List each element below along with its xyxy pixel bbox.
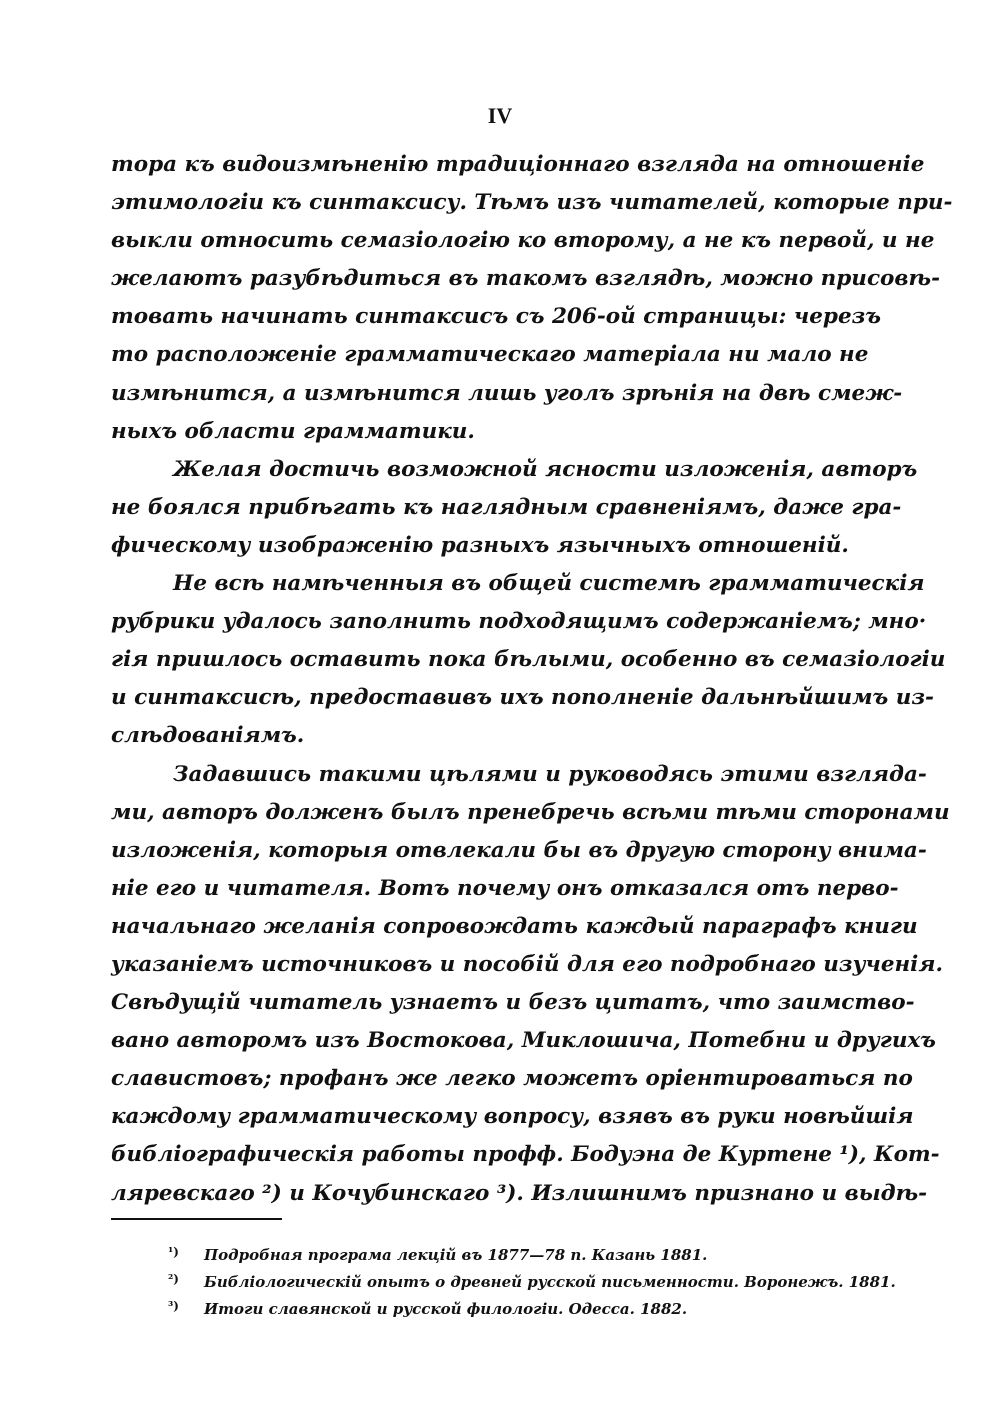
text-line: ныхъ области грамматики. <box>111 418 475 444</box>
footnote-divider <box>111 1218 282 1220</box>
text-line: начальнаго желанія сопровождать каждый параграфъ книги <box>111 913 918 939</box>
text-line: измѣнится, а измѣнится лишь уголъ зрѣнія на двѣ смеж- <box>111 380 903 406</box>
footnote-text: Итоги славянской и русской филологіи. Одесса. 1882. <box>204 1300 688 1318</box>
text-line: гія пришлось оставить пока бѣлыми, особенно въ семазіологіи <box>111 647 946 673</box>
text-line: Свѣдущій читатель узнаетъ и безъ цитатъ, что заимство- <box>111 990 915 1016</box>
footnote-1 <box>168 1242 868 1269</box>
text-line: ніе его и читателя. Вотъ почему онъ отказался отъ перво- <box>111 875 899 901</box>
footnote-2 <box>168 1269 896 1296</box>
text-line: этимологіи къ синтаксису. Тѣмъ изъ читателей, которые при- <box>111 190 953 216</box>
text-line: тора къ видоизмѣненію традиціоннаго взгляда на отношеніе <box>111 152 925 177</box>
paragraph-start-line: Задавшись такими цѣлями и руководясь этими взгляда- <box>173 761 927 787</box>
text-line: слѣдованіямъ. <box>111 723 305 749</box>
footnote-mark: ³) <box>168 1299 179 1313</box>
text-line: вано авторомъ изъ Востокова, Миклошича, Потебни и другихъ <box>111 1028 936 1054</box>
footnotes <box>168 1242 896 1323</box>
text-line: товать начинать синтаксисъ съ 206-ой страницы: черезъ <box>111 304 882 330</box>
page-number: IV <box>487 103 513 128</box>
footnote-text: Подробная програма лекцій въ 1877—78 п. Казань 1881. <box>204 1246 708 1264</box>
text-line: указаніемъ источниковъ и пособій для его подробнаго изученія. <box>111 951 943 977</box>
text-line: славистовъ; профанъ же легко можетъ оріентироваться по <box>111 1066 913 1092</box>
footnote-mark: ²) <box>168 1272 179 1286</box>
text-line: не боялся прибѣгать къ наглядным сравненіямъ, даже гра- <box>111 494 902 520</box>
text-line: и синтаксисѣ, предоставивъ ихъ пополненіе дальнѣйшимъ из- <box>111 685 934 711</box>
text-line: выкли относить семазіологію ко второму, а не къ первой, и не <box>111 228 935 254</box>
footnote-3 <box>168 1296 868 1323</box>
text-line: рубрики удалось заполнить подходящимъ содержаніемъ; мно· <box>111 609 927 635</box>
footnote-mark: ¹) <box>168 1245 179 1259</box>
paragraph-start-line: Не всѣ намѣченныя въ общей системѣ грамматическія <box>173 571 925 597</box>
text-line: желаютъ разубѣдиться въ такомъ взглядѣ, можно присовѣ- <box>111 266 940 292</box>
text-line: изложенія, которыя отвлекали бы въ другую сторону внима- <box>111 837 927 863</box>
text-line: фическому изображенію разныхъ язычныхъ отношеній. <box>111 532 849 558</box>
body-text <box>111 146 953 1213</box>
text-line: то расположеніе грамматическаго матеріала ни мало не <box>111 342 869 368</box>
text-line: каждому грамматическому вопросу, взявъ въ руки новѣйшія <box>111 1104 914 1130</box>
text-line: библіографическія работы профф. Бодуэна де Куртене ¹), Кот- <box>111 1142 940 1168</box>
footnote-text: Библіологическій опытъ о древней русской письменности. Воронежъ. 1881. <box>204 1273 896 1291</box>
paragraph-start-line: Желая достичь возможной ясности изложенія, авторъ <box>173 456 918 482</box>
text-line: ми, авторъ долженъ былъ пренебречь всѣми тѣми сторонами <box>111 799 950 825</box>
text-line: ляревскаго ²) и Кочубинскаго ³). Излишнимъ признано и выдѣ- <box>111 1180 928 1206</box>
